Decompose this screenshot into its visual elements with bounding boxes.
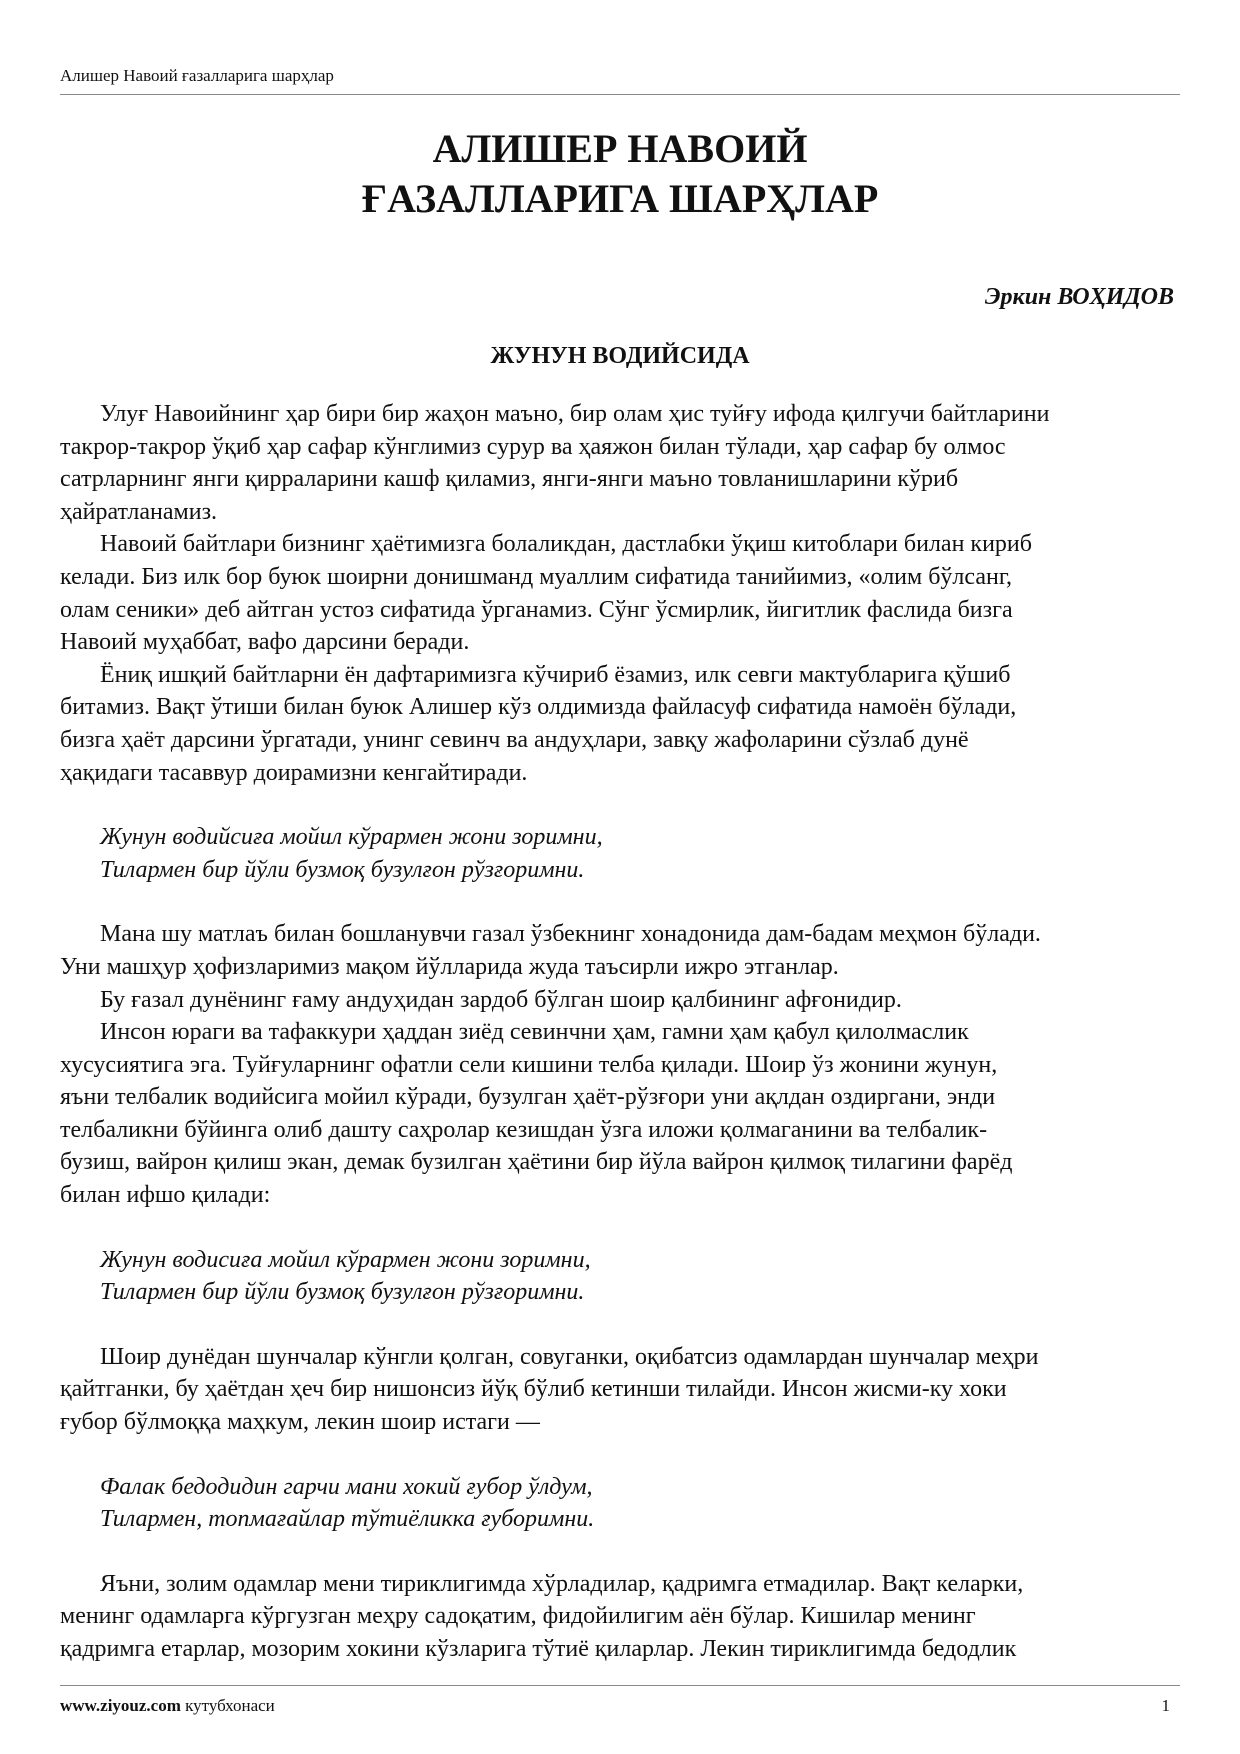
page-footer: [60, 1685, 1180, 1716]
document-title: [60, 124, 1180, 224]
paragraph-7: Шоир дунёдан шунчалар кўнгли қолган, совуганки, оқибатсиз одамлардан шунчалар меҳри қайтганки, бу ҳаётдан ҳеч бир нишонсиз йўқ бўлиб кетинши тилайди. Инсон жисми-ку хоки ғубор бўлмоққа маҳкум, лекин шоир истаги —: [60, 1343, 1039, 1436]
paragraph-2: Навоий байтлари бизнинг ҳаётимизга болаликдан, дастлабки ўқиш китоблари билан кириб келади. Биз илк бор буюк шоирни донишманд муаллим сифатида танийимиз, «олим бўлсанг, олам сеники» деб айтган устоз сифатида ўрганамиз. Сўнг ўсмирлик, йигитлик фаслида бизга Навоий муҳаббат, вафо дарсини беради.: [60, 531, 1032, 656]
running-header: [60, 66, 1180, 95]
verse-2: Жунун водисиға мойил кўрармен жони зоримни, Тилармен бир йўли бузмоқ бузулғон рўзғоримни.: [100, 1246, 591, 1306]
title-line-1: АЛИШЕР НАВОИЙ: [432, 126, 808, 171]
paragraph-5: Бу ғазал дунёнинг ғаму андуҳидан зардоб бўлган шоир қалбининг афғонидир.: [100, 986, 902, 1013]
paragraph-4: Мана шу матлаъ билан бошланувчи газал ўзбекнинг хонадонида дам-бадам меҳмон бўлади. Уни машҳур ҳофизларимиз мақом йўлларида жуда таъсирли ижро этганлар.: [60, 921, 1041, 980]
author-name: Эркин ВОҲИДОВ: [984, 284, 1174, 310]
section-title: ЖУНУН ВОДИЙСИДА: [490, 343, 750, 369]
page-number: 1: [1161, 1696, 1170, 1715]
paragraph-8: Яъни, золим одамлар мени тириклигимда хўрладилар, қадримга етмадилар. Вақт келарки, менинг одамларга кўргузган меҳру садоқатим, фидойилигим аён бўлар. Кишилар менинг қадримга етарлар, мозорим хокини кўзларига тўтиё қиларлар. Лекин тириклигимда бедодлик: [60, 1570, 1024, 1662]
paragraph-6: Инсон юраги ва тафаккури ҳаддан зиёд севинчни ҳам, гамни ҳам қабул қилолмаслик хусусиятига эга. Туйғуларнинг офатли сели кишини телба қилади. Шоир ўз жонини жунун, яъни телбалик водийсига мойил кўради, бузулган ҳаёт-рўзғори уни ақлдан оздиргани, энди телбаликни бўйинга олиб дашту саҳролар кезишдан ўзга иложи қолмаганини ва телбалик- бузиш, вайрон қилиш экан, демак бузилган ҳаётини бир йўла вайрон қилмоқ тилагини фарёд билан ифшо қилади:: [60, 1019, 1013, 1209]
paragraph-1: Улуғ Навоийнинг ҳар бири бир жаҳон маъно, бир олам ҳис туйғу ифода қилгучи байтларини такрор-такрор ўқиб ҳар сафар кўнглимиз сурур ва ҳаяжон билан тўлади, ҳар сафар бу олмос сатрларнинг янги қирраларини кашф қиламиз, янги-янги маъно товланишларини кўриб ҳайратланамиз.: [60, 401, 1050, 525]
footer-site-link[interactable]: www.ziyouz.com: [60, 1696, 181, 1715]
running-title: Алишер Навоий ғазалларига шарҳлар: [60, 66, 334, 85]
verse-3: Фалак бедодидин гарчи мани хокий ғубор ўлдум, Тилармен, топмағайлар тўтиёликка ғуборимни.: [100, 1473, 595, 1533]
title-line-2: ҒАЗАЛЛАРИГА ШАРҲЛАР: [361, 176, 879, 221]
paragraph-3: Ёниқ ишқий байтларни ён дафтаримизга кўчириб ёзамиз, илк севги мактубларига қўшиб битамиз. Вақт ўтиши билан буюк Алишер кўз олдимизда файласуф сифатида намоён бўлади, бизга ҳаёт дарсини ўргатади, унинг севинч ва андуҳлари, завқу жафоларини сўзлаб дунё ҳақидаги тасаввур доирамизни кенгайтиради.: [60, 661, 1017, 786]
article-body: [60, 398, 1180, 1666]
footer-library-label: кутубхонаси: [185, 1696, 275, 1715]
verse-1: Жунун водийсиға мойил кўрармен жони зоримни, Тилармен бир йўли бузмоқ бузулғон рўзғоримни.: [100, 824, 603, 883]
